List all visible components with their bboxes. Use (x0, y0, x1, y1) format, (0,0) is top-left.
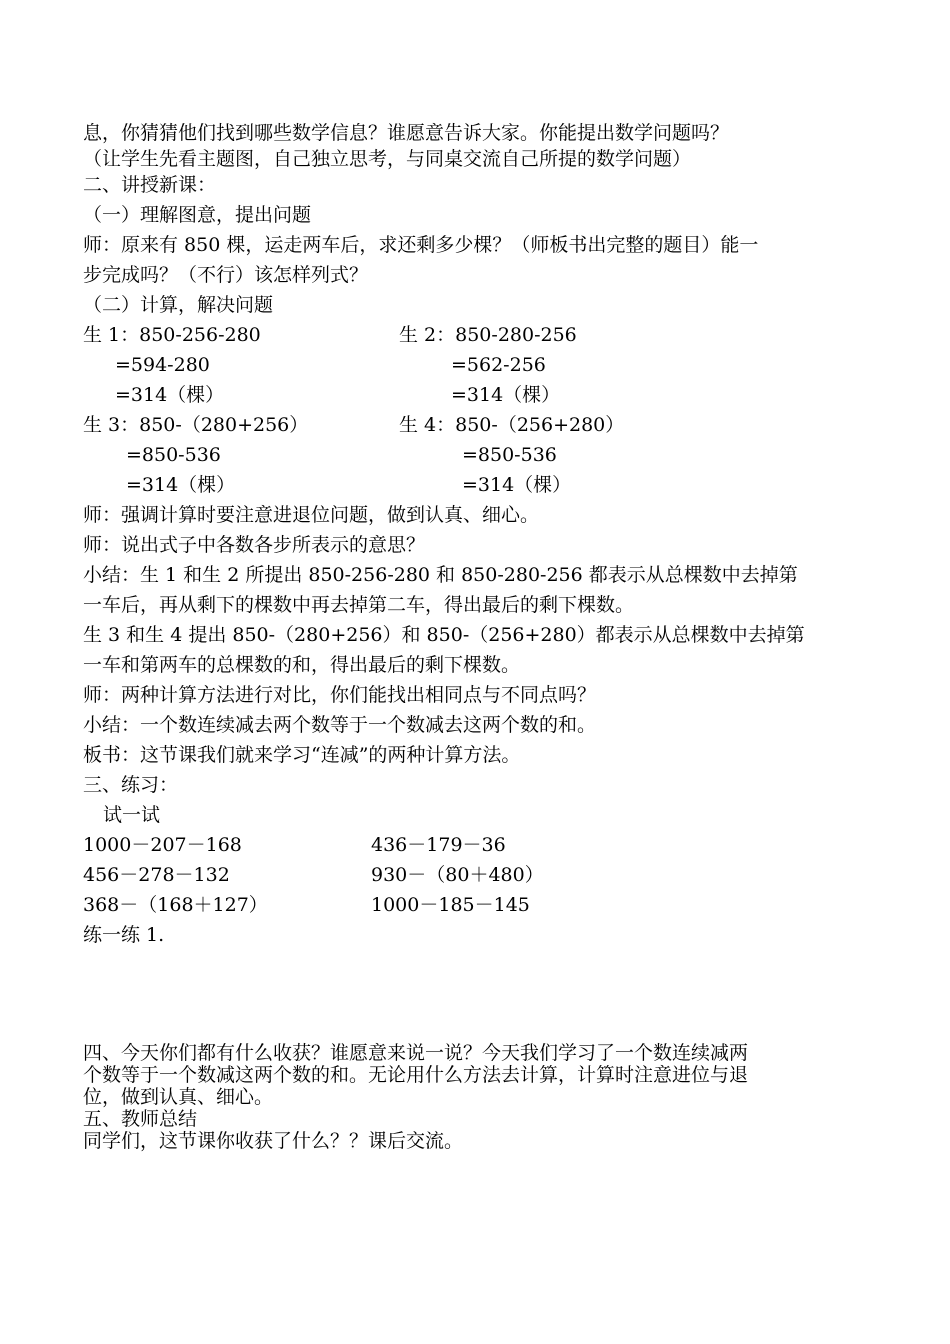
exercise-item: 436－179－36 (371, 834, 506, 856)
board-writing: 板书：这节课我们就来学习“连减”的两种计算方法。 (83, 744, 521, 766)
calc-row (83, 410, 873, 440)
student-1-step-1: 生 1：850-256-280 (83, 324, 261, 346)
exercise-item: 1000－185－145 (371, 894, 530, 916)
student-1-result: =314（棵） (115, 384, 225, 406)
teacher-meaning: 师：说出式子中各数各步所表示的意思？ (83, 534, 426, 556)
exercise-row (83, 860, 873, 890)
calc-row (83, 470, 873, 500)
calc-row (83, 380, 873, 410)
summary-2-line-1: 生 3 和生 4 提出 850-（280+256）和 850-（256+280）都表示从总棵数中去掉第 (83, 624, 805, 646)
student-3-result: =314（棵） (126, 474, 236, 496)
document-page (83, 118, 873, 1152)
section-5-heading: 五、教师总结 (83, 1108, 198, 1130)
section-4-line-2: 个数等于一个数减这两个数的和。无论用什么方法去计算，计算时注意进位与退 (83, 1064, 749, 1086)
student-3-step-2: =850-536 (126, 444, 221, 466)
teacher-question-line-1: 师：原来有 850 棵，运走两车后，求还剩多少棵？（师板书出完整的题目）能一 (83, 234, 759, 256)
exercise-item: 930－（80＋480） (371, 864, 544, 886)
teacher-stress: 师：强调计算时要注意进退位问题，做到认真、细心。 (83, 504, 540, 526)
exercise-item: 456－278－132 (83, 864, 230, 886)
practice-label: 练一练 1. (83, 924, 165, 946)
teacher-question-line-2: 步完成吗？（不行）该怎样列式？ (83, 264, 369, 286)
section-3-heading: 三、练习： (83, 774, 179, 796)
teacher-compare: 师：两种计算方法进行对比，你们能找出相同点与不同点吗？ (83, 684, 597, 706)
calc-row (83, 320, 873, 350)
student-4-step-1: 生 4：850-（256+280） (399, 414, 625, 436)
student-3-step-1: 生 3：850-（280+256） (83, 414, 309, 436)
try-it-label: 试一试 (103, 804, 161, 826)
section-5-text: 同学们，这节课你收获了什么？？课后交流。 (83, 1130, 464, 1152)
student-2-result: =314（棵） (451, 384, 561, 406)
section-2-heading: 二、讲授新课： (83, 174, 217, 196)
intro-line-1: 息，你猜猜他们找到哪些数学信息？谁愿意告诉大家。你能提出数学问题吗？ (83, 122, 730, 144)
subsection-1-heading: （一）理解图意，提出问题 (83, 204, 312, 226)
summary-2-line-2: 一车和第两车的总棵数的和，得出最后的剩下棵数。 (83, 654, 521, 676)
student-4-result: =314（棵） (462, 474, 572, 496)
exercise-row (83, 890, 873, 920)
calc-row (83, 440, 873, 470)
student-2-step-1: 生 2：850-280-256 (399, 324, 577, 346)
subsection-2-heading: （二）计算，解决问题 (83, 294, 274, 316)
summary-1-line-1: 小结：生 1 和生 2 所提出 850-256-280 和 850-280-256 都表示从总棵数中去掉第 (83, 564, 798, 586)
exercise-item: 1000－207－168 (83, 834, 242, 856)
section-4-line-3: 位，做到认真、细心。 (83, 1086, 274, 1108)
exercise-item: 368－（168＋127） (83, 894, 268, 916)
student-4-step-2: =850-536 (462, 444, 557, 466)
student-2-step-2: =562-256 (451, 354, 546, 376)
blank-space (83, 950, 873, 1042)
student-1-step-2: =594-280 (115, 354, 210, 376)
exercise-row (83, 830, 873, 860)
intro-line-2: （让学生先看主题图，自己独立思考，与同桌交流自己所提的数学问题） (83, 148, 692, 170)
summary-1-line-2: 一车后，再从剩下的棵数中再去掉第二车，得出最后的剩下棵数。 (83, 594, 635, 616)
summary-3: 小结：一个数连续减去两个数等于一个数减去这两个数的和。 (83, 714, 597, 736)
section-4-line-1: 四、今天你们都有什么收获？谁愿意来说一说？今天我们学习了一个数连续减两 (83, 1042, 749, 1064)
calc-row (83, 350, 873, 380)
